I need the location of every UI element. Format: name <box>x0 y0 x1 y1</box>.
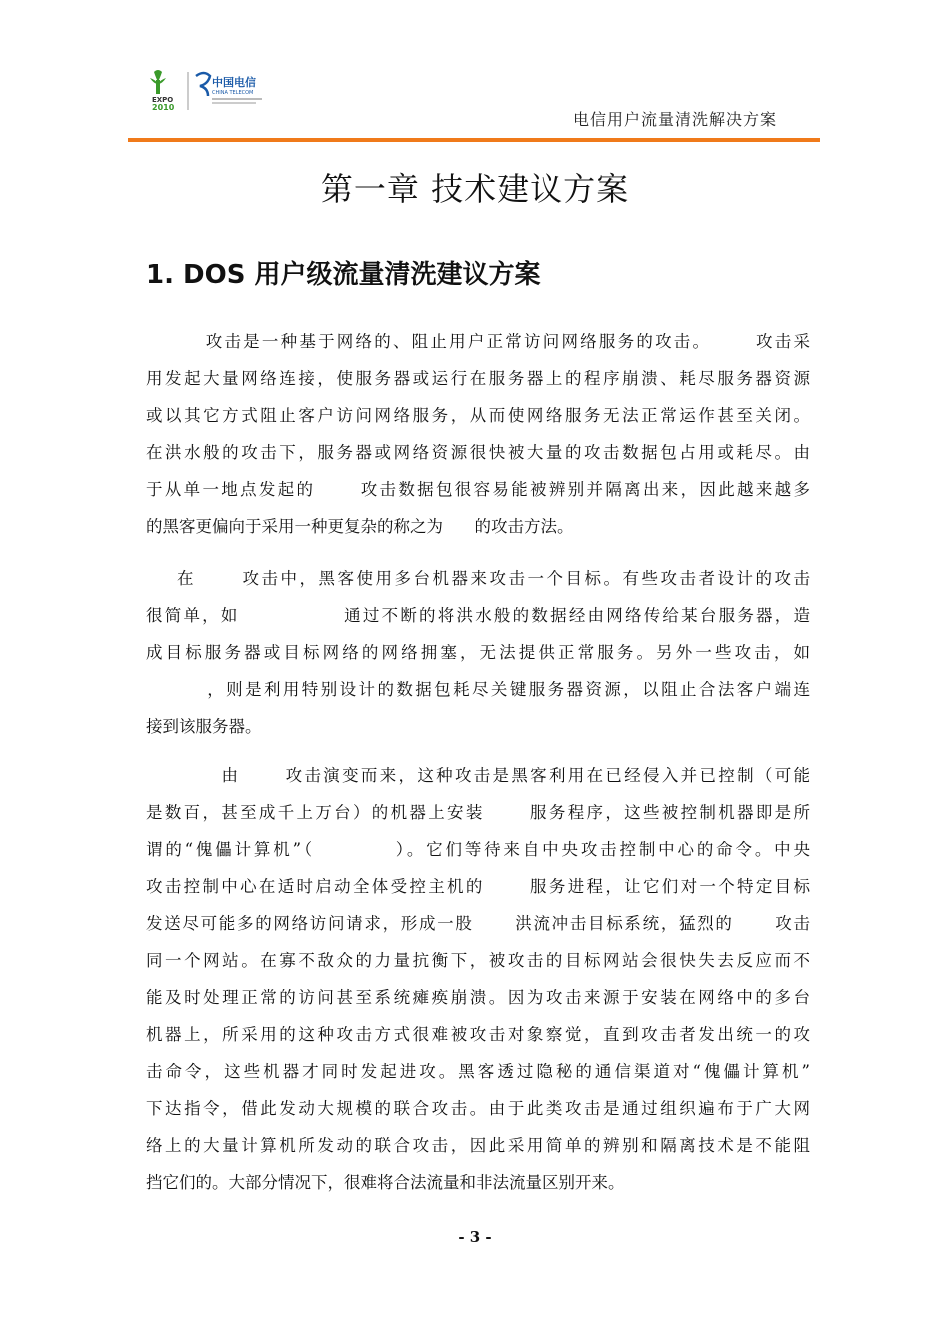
text-line: 下达指令，借此发动大规模的联合攻击。由于此类攻击是通过组织遍布于广大网 <box>146 1099 810 1118</box>
expo-china-telecom-logo <box>146 66 282 116</box>
paragraph-1 <box>146 323 810 545</box>
text-line: 攻击控制中心在适时启动全体受控主机的 服务进程，让它们对一个特定目标 <box>146 877 810 896</box>
text-line: 由 攻击演变而来，这种攻击是黑客利用在已经侵入并已控制（可能 <box>146 766 810 785</box>
svg-text:EXPO: EXPO <box>152 96 174 104</box>
text-line: 或以其它方式阻止客户访问网络服务，从而使网络服务无法正常运作甚至关闭。 <box>146 406 810 425</box>
paragraph-3 <box>146 757 810 1201</box>
text-line: 的黑客更偏向于采用一种更复杂的称之为 的攻击方法。 <box>146 517 574 536</box>
text-line: 同一个网站。在寡不敌众的力量抗衡下，被攻击的目标网站会很快失去反应而不 <box>146 951 810 970</box>
text-line: 攻击是一种基于网络的、阻止用户正常访问网络服务的攻击。 攻击采 <box>146 332 810 351</box>
text-line: 成目标服务器或目标网络的网络拥塞，无法提供正常服务。另外一些攻击，如 <box>146 643 810 662</box>
text-line: 谓的“傀儡计算机”（ ）。它们等待来自中央攻击控制中心的命令。中央 <box>146 840 810 859</box>
text-line: 是数百，甚至成千上万台）的机器上安装 服务程序，这些被控制机器即是所 <box>146 803 810 822</box>
text-line: 发送尽可能多的网络访问请求，形成一股 洪流冲击目标系统，猛烈的 攻击 <box>146 914 810 933</box>
text-line: 在洪水般的攻击下，服务器或网络资源很快被大量的攻击数据包占用或耗尽。由 <box>146 443 810 462</box>
section-heading: 1. DOS 用户级流量清洗建议方案 <box>146 260 541 290</box>
text-line: 用发起大量网络连接，使服务器或运行在服务器上的程序崩溃、耗尽服务器资源 <box>146 369 810 388</box>
text-line: 击命令，这些机器才同时发起进攻。黑客透过隐秘的通信渠道对“傀儡计算机” <box>146 1062 810 1081</box>
header-divider <box>128 138 820 142</box>
text-line: 机器上，所采用的这种攻击方式很难被攻击对象察觉，直到攻击者发出统一的攻 <box>146 1025 810 1044</box>
chapter-title: 第一章 技术建议方案 <box>320 170 630 208</box>
text-line: 挡它们的。大部分情况下，很难将合法流量和非法流量区别开来。 <box>146 1173 625 1192</box>
text-line: 于从单一地点发起的 攻击数据包很容易能被辨别并隔离出来，因此越来越多 <box>146 480 810 499</box>
text-line: ，则是利用特别设计的数据包耗尽关键服务器资源，以阻止合法客户端连 <box>146 680 810 699</box>
paragraph-2 <box>146 560 810 745</box>
text-line: 接到该服务器。 <box>146 717 262 736</box>
text-line: 络上的大量计算机所发动的联合攻击，因此采用简单的辨别和隔离技术是不能阻 <box>146 1136 810 1155</box>
text-line: 能及时处理正常的访问甚至系统瘫痪崩溃。因为攻击来源于安装在网络中的多台 <box>146 988 810 1007</box>
svg-text:CHINA TELECOM: CHINA TELECOM <box>212 90 254 96</box>
text-line: 很简单，如 通过不断的将洪水般的数据经由网络传给某台服务器，造 <box>146 606 810 625</box>
svg-text:2010: 2010 <box>152 103 175 112</box>
header-document-title: 电信用户流量清洗解决方案 <box>572 110 777 129</box>
page-number: - 3 - <box>458 1228 492 1246</box>
text-line: 在 攻击中，黑客使用多台机器来攻击一个目标。有些攻击者设计的攻击 <box>146 569 810 588</box>
svg-text:中国电信: 中国电信 <box>212 76 256 89</box>
